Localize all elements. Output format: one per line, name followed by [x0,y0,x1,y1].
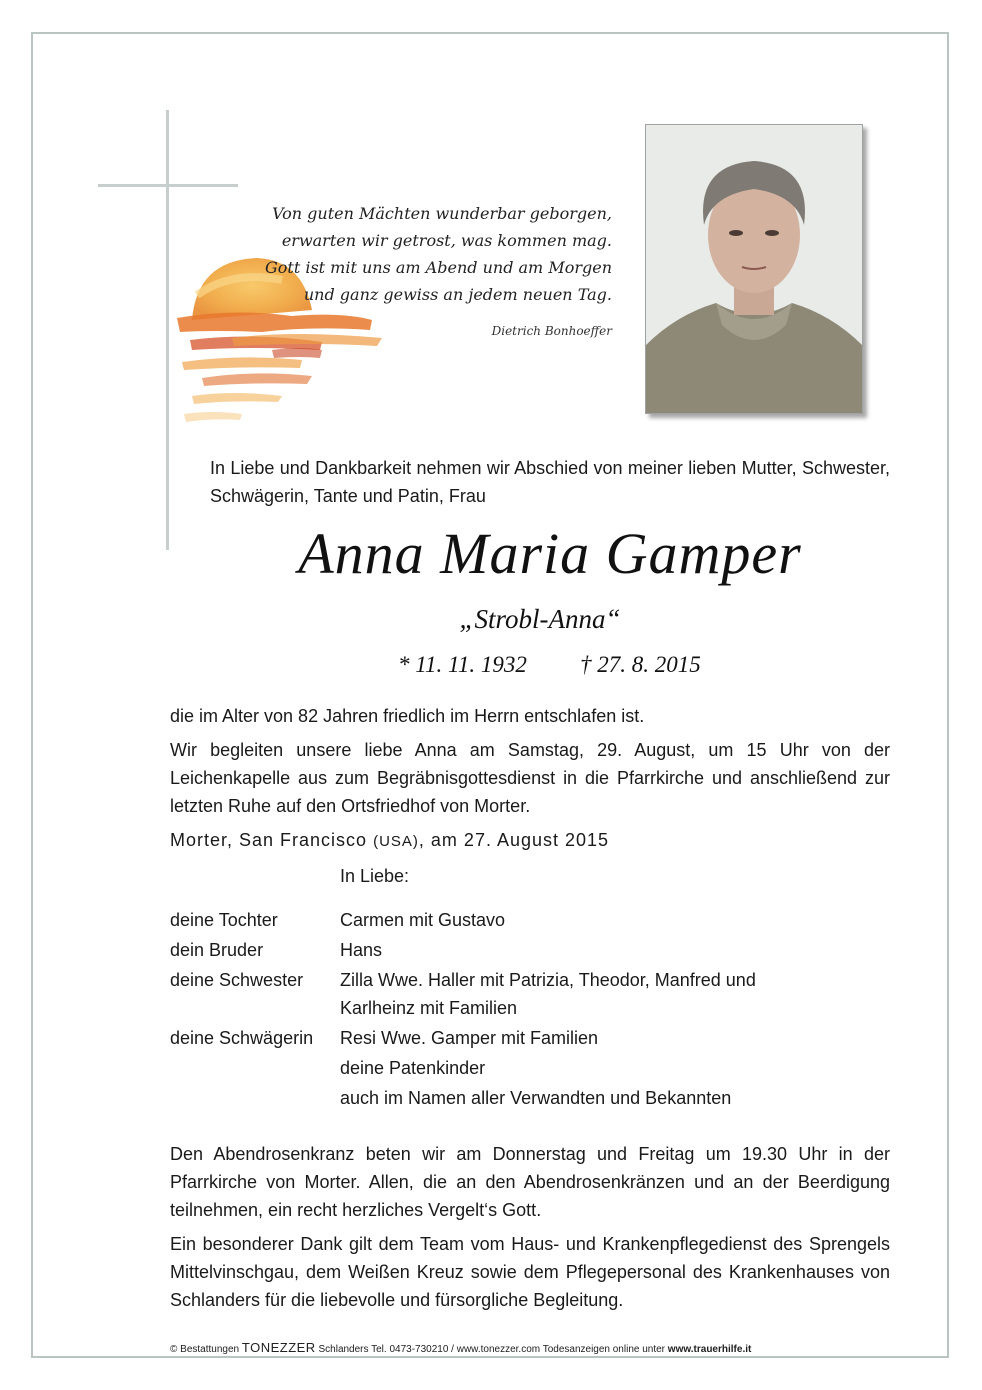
quote-line: und ganz gewiss an jedem neuen Tag. [303,285,612,304]
mourners-list [170,906,890,1114]
announcement-body [170,702,890,862]
portrait-photo [645,124,863,414]
quote-line: erwarten wir getrost, was kommen mag. [281,231,612,250]
relation-names: auch im Namen aller Verwandten und Bekannten [340,1088,732,1108]
mourner-row [170,906,890,934]
relation-names: Zilla Wwe. Haller mit Patrizia, Theodor, Manfred und Karlheinz mit Familien [340,970,756,1018]
relation-label: deine Tochter [170,910,278,930]
birth-date: * 11. 11. 1932 [398,652,527,677]
mourner-row [170,1024,890,1052]
bonhoeffer-quote [260,200,612,308]
deceased-name: Anna Maria Gamper [298,521,802,586]
footer [170,1340,751,1355]
thanks-text: Ein besonderer Dank gilt dem Team vom Haus- und Krankenpflegedienst des Sprengels Mittelvinschgau, dem Weißen Kreuz sowie dem Pflegepersonal des Krankenhauses von Schlanders für die liebevolle und fürsorgliche Begleitung. [170,1234,890,1310]
quote-line: Gott ist mit uns am Abend und am Morgen [264,258,612,277]
rosary-text: Den Abendrosenkranz beten wir am Donnerstag und Freitag um 19.30 Uhr in der Pfarrkirche von Morter. Allen, die an den Abendrosenkränzen und an der Beerdigung teilnehmen, ein recht herzliches Vergelt‘s Gott. [170,1144,890,1220]
mourner-row [170,1084,890,1112]
relation-label: deine Schwester [170,970,304,990]
quote-author: Dietrich Bonhoeffer [491,324,612,338]
cross-horizontal-bar [98,184,238,187]
relation-names: Hans [340,940,383,960]
closing-text [170,1140,890,1320]
intro-text: In Liebe und Dankbarkeit nehmen wir Abschied von meiner lieben Mutter, Schwester, Schwägerin, Tante und Patin, Frau [210,458,890,506]
mourner-row [170,966,890,1022]
mourner-row [170,1054,890,1082]
relation-names: deine Patenkinder [340,1058,486,1078]
deceased-nickname: „Strobl-Anna“ [459,604,621,634]
quote-line: Von guten Mächten wunderbar geborgen, [272,204,612,223]
footer-contact: Schlanders Tel. 0473-730210 / www.tonezzer.com Todesanzeigen online unter [318,1344,666,1355]
death-date: † 27. 8. 2015 [580,652,701,677]
footer-website-link[interactable]: www.trauerhilfe.it [667,1344,752,1355]
relation-label: dein Bruder [170,940,264,960]
place-name: Morter, San Francisco [170,830,368,850]
funeral-text: Wir begleiten unsere liebe Anna am Samstag, 29. August, um 15 Uhr von der Leichenkapelle aus zum Begräbnisgottesdienst in die Pfarrkirche und anschließend zur letzten Ruhe auf den Ortsfriedhof von Morter. [170,740,890,816]
relation-names: Carmen mit Gustavo [340,910,506,930]
place-date: , am 27. August 2015 [418,830,610,850]
mourners-heading: In Liebe: [340,866,410,886]
cross-vertical-bar [166,110,169,550]
mourner-row [170,936,890,964]
relation-names: Resi Wwe. Gamper mit Familien [340,1028,599,1048]
relation-label [170,1084,340,1112]
place-country: (USA) [373,833,419,850]
relation-label: deine Schwägerin [170,1028,314,1048]
age-text: die im Alter von 82 Jahren friedlich im Herrn entschlafen ist. [170,706,645,726]
footer-brand: TONEZZER [241,1340,316,1355]
relation-label [170,1054,340,1082]
place-date-line [170,826,890,856]
footer-prefix: © Bestattungen [170,1344,240,1355]
